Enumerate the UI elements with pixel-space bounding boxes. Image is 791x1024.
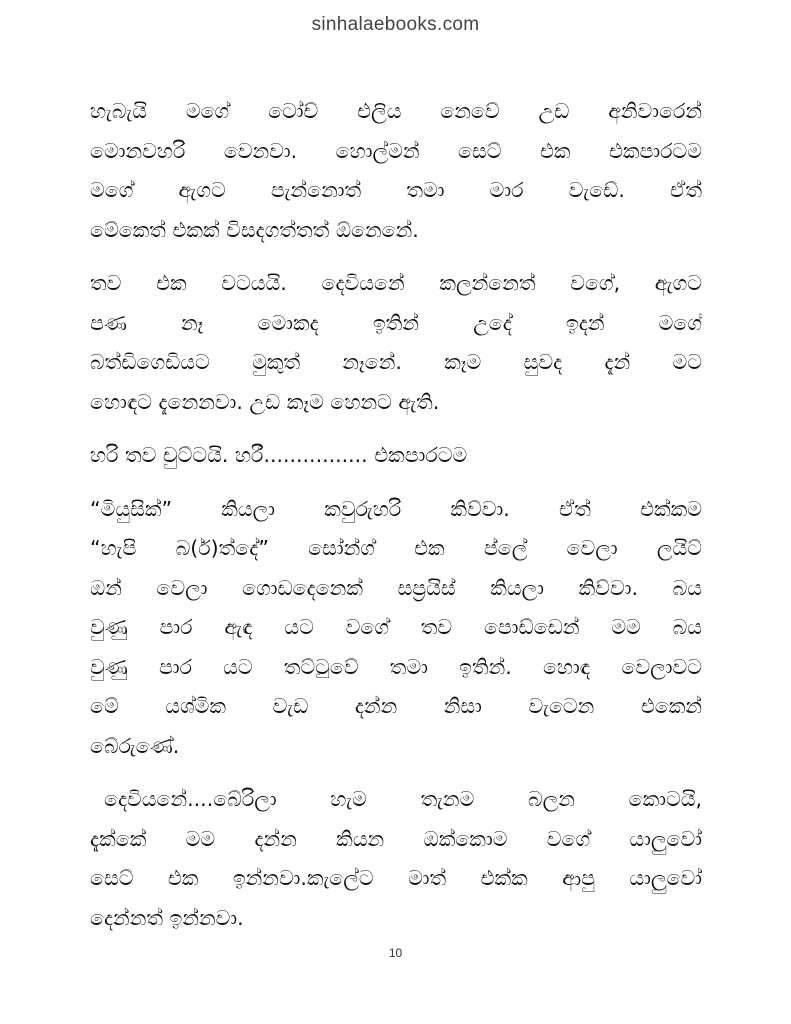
text-line: පණ නෑ මොකද ඉතින් උදේ ඉදන් මගේ xyxy=(90,310,702,335)
paragraph xyxy=(90,264,702,422)
text-line: සෙට් එක ඉන්නවා.කැලේට මාත් එක්ක ආපු යාලුවෝ xyxy=(90,866,702,890)
text-line: දෙවියනේ....බේරිලා හැම තැනම බලන කොටයි, xyxy=(104,787,702,811)
paragraph xyxy=(90,436,702,476)
text-line: වුණු පාර යට තට්ටුවේ තමා ඉතින්. හොඳ වෙලාවට xyxy=(90,654,702,679)
text-line: වුණු පාර ඇඳ යට වගේ තව පොඩ්ඩෙන් මම බය xyxy=(90,615,702,639)
text-line: මේ යශ්මික වැඩ දන්න නිසා වැටෙන එකෙන් xyxy=(90,694,702,718)
text-line: “මියුසික්” කියලා කවුරුහරි කිව්වා. ඒත් එක්කම xyxy=(90,496,702,521)
page-number: 10 xyxy=(388,946,403,960)
text-line: හරි තව චුට්ටයි. හරී................ එකපාරටම xyxy=(90,443,468,467)
text-line: බත්ඩිගෙඩියට මුකුත් නෑනේ. කෑම සුවද දැන් මට xyxy=(90,350,702,374)
paragraph xyxy=(90,490,702,767)
text-line: තව එක වටයයි. දෙවියනේ කලන්නෙත් වගේ, ඇගට xyxy=(90,271,702,295)
text-line: බේරුණේ. xyxy=(90,733,180,758)
paragraph xyxy=(90,92,702,250)
text-line: මගේ ඇගට පැන්නොත් තමා මාර වැඩේ. ඒත් xyxy=(90,178,702,202)
text-line: දැක්කේ මම දන්න කියන ඔක්කොම වගේ යාලුවෝ xyxy=(90,826,702,851)
text-line: “හැපි බ(ර්)ත්දේ” සෝන්ග් එක ප්ලේ වෙලා ලයිට් xyxy=(90,536,702,560)
paragraph xyxy=(90,780,702,938)
text-line: හැබැයි මගේ ටෝච් එලිය නෙවේ උඩ අනිවාරෙන් xyxy=(90,99,702,123)
site-header: sinhalaebooks.com xyxy=(311,14,480,35)
text-line: මොනවහරි වෙනවා. හොල්මන් සෙට් එක එකපාරටම xyxy=(90,138,702,163)
text-line: මේකෙත් එකක් විසදගත්තත් ඕනෙනේ. xyxy=(90,217,419,242)
text-line: දෙන්නත් ඉන්නවා. xyxy=(90,905,244,930)
text-line: ඔන් වෙලා ගොඩදෙනෙක් සප්‍රයිස් කියලා කිව්වා. බය xyxy=(90,575,702,600)
text-line: හොඳට දැනෙනවා. උඩ කෑම හෙනට ඇති. xyxy=(90,389,440,414)
page-body xyxy=(90,92,702,952)
